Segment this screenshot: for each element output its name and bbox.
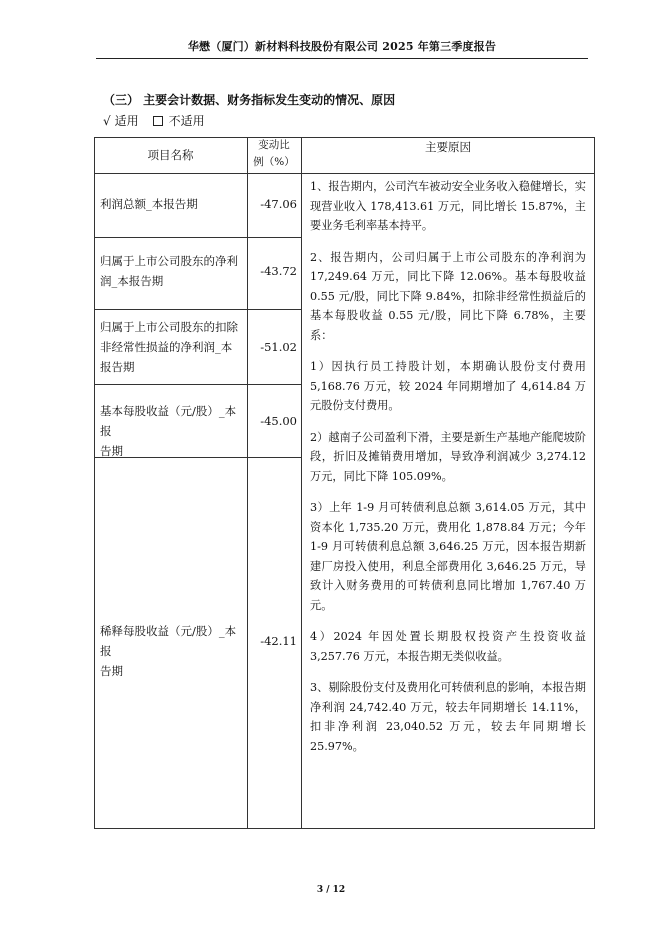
- reason-paragraph: 1、报告期内，公司汽车被动安全业务收入稳健增长，实现营业收入 178,413.61 万元，同比增长 15.87%，主要业务毛利率基本持平。: [310, 180, 586, 232]
- change-reasons-table: [94, 137, 595, 829]
- page-number: 3 / 12: [316, 885, 346, 895]
- table-row-change: -51.02: [260, 340, 297, 354]
- row-divider: [94, 237, 301, 238]
- page-header-title: 华懋（厦门）新材料科技股份有限公司 2025 年第三季度报告: [187, 40, 497, 53]
- checkmark-icon: √: [103, 113, 111, 128]
- column-divider: [301, 137, 302, 829]
- column-divider: [247, 137, 248, 829]
- header-change-line2: 例（%）: [253, 156, 295, 168]
- table-row-name: 基本每股收益（元/股）_本报 告期: [100, 404, 237, 458]
- reason-paragraph: 1）因执行员工持股计划，本期确认股份支付费用 5,168.76 万元，较 2024 年同期增加了 4,614.84 万元股份支付费用。: [310, 360, 586, 412]
- header-item-name: 项目名称: [147, 148, 194, 162]
- reason-paragraph: 4）2024 年因处置长期股权投资产生投资收益 3,257.76 万元，本报告期无类似收益。: [310, 630, 586, 663]
- table-row-change: -45.00: [260, 414, 297, 428]
- reason-paragraph: 3、剔除股份支付及费用化可转债利息的影响，本报告期净利润 24,742.40 万元，较去年同期增长 14.11%，扣非净利润 23,040.52 万元，较去年同期增长 25.97%。: [310, 681, 586, 753]
- header-row-divider: [94, 173, 595, 174]
- table-row-change: -47.06: [260, 197, 297, 211]
- reason-paragraph: 2）越南子公司盈利下滑，主要是新生产基地产能爬坡阶段，折旧及摊销费用增加，导致净利润减少 3,274.12 万元，同比下降 105.09%。: [310, 430, 586, 483]
- table-row-name: 利润总额_本报告期: [100, 197, 198, 211]
- table-row-change: -42.11: [260, 634, 297, 648]
- reason-paragraph: 2、报告期内，公司归属于上市公司股东的净利润为 17,249.64 万元，同比下降 12.06%。基本每股收益 0.55 元/股，同比下降 9.84%，扣除非经常性损益后的基本每股收益 0.55 元/股，同比下降 6.78%，主要系：: [310, 250, 586, 342]
- empty-checkbox-icon: [153, 116, 163, 126]
- row-divider: [94, 309, 301, 310]
- main-reason-text: [310, 177, 586, 768]
- table-row-name: 稀释每股收益（元/股）_本报 告期: [100, 624, 237, 678]
- row-divider: [94, 384, 301, 385]
- section-title: （三） 主要会计数据、财务指标发生变动的情况、原因: [103, 93, 396, 107]
- applicable-label: 适用: [114, 114, 139, 128]
- table-row-name: 归属于上市公司股东的扣除 非经常性损益的净利润_本 报告期: [100, 320, 238, 374]
- header-main-reason: 主要原因: [425, 140, 471, 154]
- applicability-options: [103, 112, 205, 129]
- not-applicable-label: 不适用: [168, 114, 205, 128]
- table-row-name: 归属于上市公司股东的净利 润_本报告期: [100, 254, 238, 288]
- table-row-change: -43.72: [260, 264, 297, 278]
- header-change-ratio: [247, 137, 301, 171]
- header-change-line1: 变动比: [258, 139, 290, 151]
- reason-paragraph: 3）上年 1-9 月可转债利息总额 3,614.05 万元，其中资本化 1,735.20 万元，费用化 1,878.84 万元；今年 1-9 月可转债利息总额 3,646.25 万元，因本报告期新建厂房投入使用，利息全部费用化 3,646.25 万元，导致计入财务费用的可转债利息同比增加 1,767.40 万元。: [310, 501, 586, 612]
- header-divider: [96, 58, 588, 59]
